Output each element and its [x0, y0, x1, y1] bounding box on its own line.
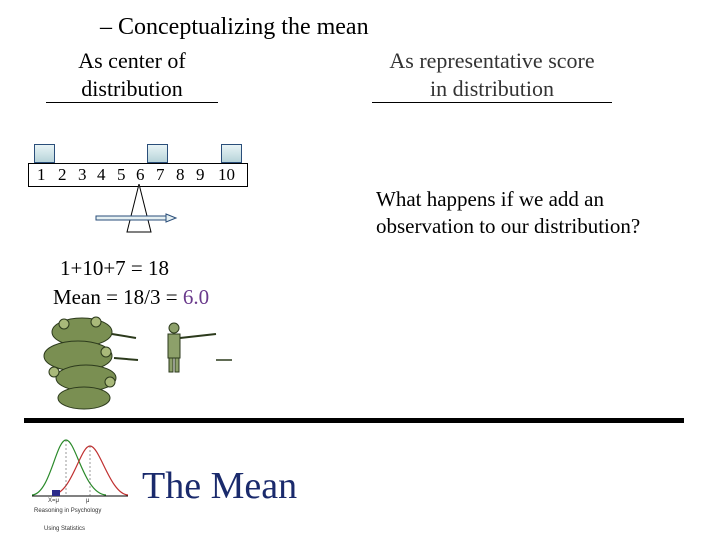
clipart-figure-icon: [40, 312, 240, 412]
question-text: What happens if we add an observation to our distribution?: [376, 187, 641, 238]
number-line-tick: 2: [58, 165, 67, 184]
weight-box-icon: [221, 144, 242, 163]
left-heading-underline: [46, 102, 218, 103]
right-heading: [370, 47, 614, 103]
weight-box-icon: [147, 144, 168, 163]
calc-mean-label: Mean = 18/3 =: [53, 285, 183, 309]
right-heading-underline: [372, 102, 612, 103]
number-line-tick: 6: [136, 165, 145, 184]
footer-axis-right: μ: [86, 498, 90, 504]
calc-sum: 1+10+7 = 18: [60, 256, 170, 280]
number-line-tick: 7: [156, 165, 165, 184]
slide-subtitle: – Conceptualizing the mean: [100, 14, 369, 40]
number-line-tick: 8: [176, 165, 185, 184]
right-heading-line1: As representative score: [389, 48, 595, 73]
left-heading: [44, 47, 220, 103]
left-heading-line2: distribution: [81, 76, 183, 101]
fulcrum-diagram: [94, 184, 180, 236]
number-line-tick: 4: [97, 165, 106, 184]
calc-mean-value: 6.0: [182, 285, 210, 309]
footer-divider: [24, 418, 684, 423]
left-heading-line1: As center of: [78, 48, 186, 73]
right-heading-line2: in distribution: [429, 76, 555, 101]
number-line-tick: 10: [218, 165, 235, 184]
calc-mean: [53, 285, 209, 310]
weight-box-icon: [34, 144, 55, 163]
number-line-tick: 9: [196, 165, 205, 184]
number-line-tick: 1: [37, 165, 46, 184]
footer-title: The Mean: [142, 465, 298, 507]
fulcrum-icon: [127, 184, 151, 232]
number-line-tick: 5: [117, 165, 126, 184]
footer-axis-left: X=μ: [48, 498, 59, 504]
footer-subtitle: Using Statistics: [44, 526, 86, 532]
normal-curves-icon: [28, 432, 132, 506]
number-line-tick: 3: [78, 165, 87, 184]
footer-book-title: Reasoning in Psychology: [34, 508, 102, 514]
